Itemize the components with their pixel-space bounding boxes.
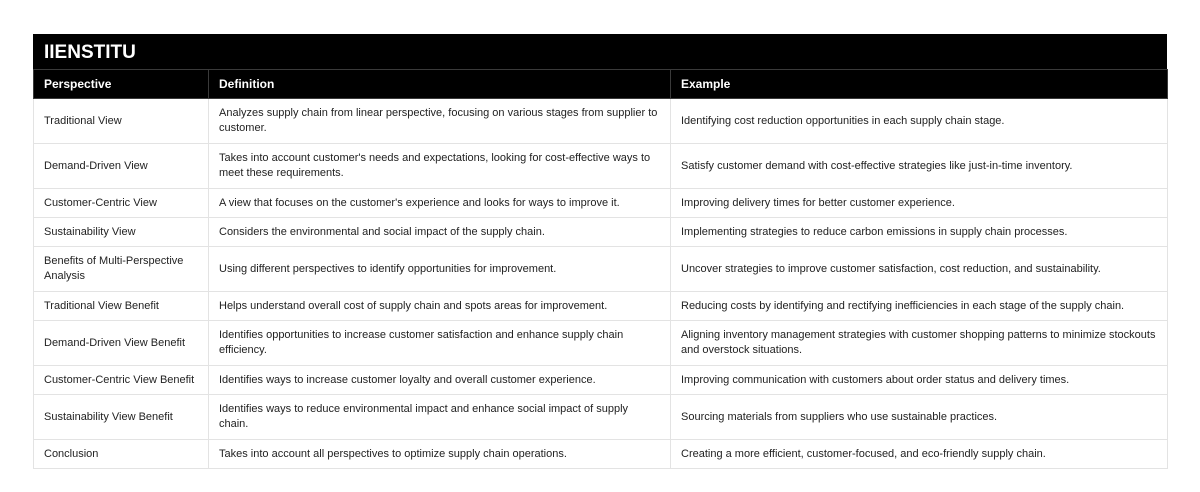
cell-definition: Helps understand overall cost of supply chain and spots areas for improvement.: [209, 292, 671, 321]
cell-example: Improving delivery times for better customer experience.: [671, 189, 1168, 218]
cell-perspective: Customer-Centric View: [34, 189, 209, 218]
cell-definition: Identifies opportunities to increase customer satisfaction and enhance supply chain efficiency.: [209, 321, 671, 366]
table-row: [34, 292, 1168, 321]
cell-definition: Takes into account all perspectives to optimize supply chain operations.: [209, 440, 671, 469]
cell-example: Improving communication with customers about order status and delivery times.: [671, 366, 1168, 395]
header-row: [34, 70, 1168, 99]
cell-definition: Identifies ways to reduce environmental impact and enhance social impact of supply chain.: [209, 395, 671, 440]
cell-perspective: Benefits of Multi-Perspective Analysis: [34, 247, 209, 292]
cell-perspective: Demand-Driven View: [34, 144, 209, 189]
table-row: [34, 99, 1168, 144]
table-row: [34, 440, 1168, 469]
perspectives-table: [33, 69, 1168, 469]
cell-example: Reducing costs by identifying and rectifying inefficiencies in each stage of the supply chain.: [671, 292, 1168, 321]
cell-example: Identifying cost reduction opportunities in each supply chain stage.: [671, 99, 1168, 144]
cell-perspective: Traditional View: [34, 99, 209, 144]
table-row: [34, 247, 1168, 292]
table-row: [34, 144, 1168, 189]
cell-example: Satisfy customer demand with cost-effective strategies like just-in-time inventory.: [671, 144, 1168, 189]
cell-definition: Identifies ways to increase customer loyalty and overall customer experience.: [209, 366, 671, 395]
column-header-definition: Definition: [209, 70, 671, 99]
table-row: [34, 218, 1168, 247]
cell-definition: A view that focuses on the customer's experience and looks for ways to improve it.: [209, 189, 671, 218]
cell-perspective: Traditional View Benefit: [34, 292, 209, 321]
column-header-example: Example: [671, 70, 1168, 99]
cell-perspective: Customer-Centric View Benefit: [34, 366, 209, 395]
table-row: [34, 395, 1168, 440]
column-header-perspective: Perspective: [34, 70, 209, 99]
cell-example: Sourcing materials from suppliers who use sustainable practices.: [671, 395, 1168, 440]
table-row: [34, 321, 1168, 366]
cell-perspective: Sustainability View: [34, 218, 209, 247]
cell-perspective: Sustainability View Benefit: [34, 395, 209, 440]
cell-perspective: Demand-Driven View Benefit: [34, 321, 209, 366]
comparison-table-container: [33, 34, 1167, 469]
cell-example: Implementing strategies to reduce carbon emissions in supply chain processes.: [671, 218, 1168, 247]
cell-definition: Takes into account customer's needs and expectations, looking for cost-effective ways to meet these requirements.: [209, 144, 671, 189]
table-row: [34, 189, 1168, 218]
cell-example: Creating a more efficient, customer-focused, and eco-friendly supply chain.: [671, 440, 1168, 469]
cell-definition: Using different perspectives to identify opportunities for improvement.: [209, 247, 671, 292]
cell-definition: Considers the environmental and social impact of the supply chain.: [209, 218, 671, 247]
brand-title: IIENSTITU: [33, 34, 1167, 69]
cell-definition: Analyzes supply chain from linear perspective, focusing on various stages from supplier to customer.: [209, 99, 671, 144]
cell-perspective: Conclusion: [34, 440, 209, 469]
table-row: [34, 366, 1168, 395]
cell-example: Aligning inventory management strategies with customer shopping patterns to minimize stockouts and overstock situations.: [671, 321, 1168, 366]
cell-example: Uncover strategies to improve customer satisfaction, cost reduction, and sustainability.: [671, 247, 1168, 292]
